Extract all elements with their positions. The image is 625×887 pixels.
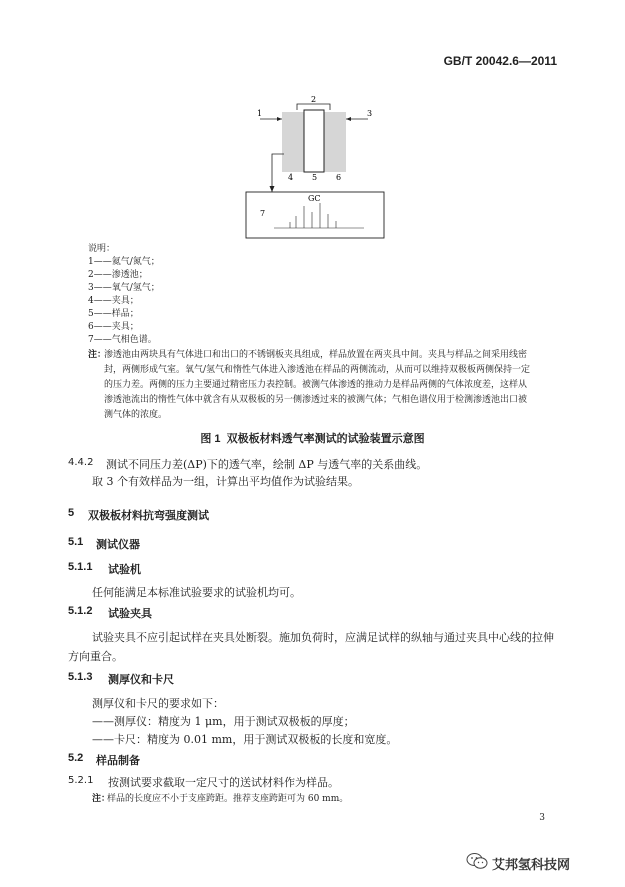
legend-item: 7——气相色谱。	[88, 335, 157, 345]
paragraph: 测厚仪和卡尺的要求如下：	[92, 697, 224, 710]
figure-note-line: 测气体的浓度。	[104, 410, 168, 420]
section-number: 5.2.1	[68, 775, 94, 786]
inlet-arrow-3	[346, 117, 351, 121]
label-gc: GC	[308, 194, 321, 203]
section-number: 5.1	[68, 536, 84, 548]
figure-note-line: 渗透池流出的惰性气体中就含有从双极板的另一侧渗透过来的被测气体；气相色谱仪用于检测渗透池出口被	[104, 395, 528, 405]
section-heading: 测试仪器	[96, 539, 140, 551]
bracket-2	[297, 104, 330, 110]
note-label: 注：	[92, 794, 111, 804]
page-number: 3	[539, 813, 545, 823]
section-heading: 试验夹具	[108, 608, 152, 620]
legend-item: 5——样品；	[88, 309, 139, 319]
list-item: ——测厚仪：精度为 1 μm，用于测试双极板的厚度；	[92, 715, 355, 728]
paragraph: 测试不同压力差(ΔP)下的透气率，绘制 ΔP 与透气率的关系曲线。	[106, 458, 428, 471]
standard-code: GB/T 20042.6—2011	[443, 54, 557, 68]
sample-plate	[304, 110, 324, 172]
label-7: 7	[260, 209, 266, 218]
paragraph: 试验夹具不应引起试样在夹具处断裂。施加负荷时，应满足试样的纵轴与通过夹具中心线的拉伸	[92, 631, 554, 644]
section-number: 4.4.2	[68, 457, 94, 468]
paragraph: 按测试要求截取一定尺寸的送试材料作为样品。	[108, 776, 339, 789]
legend-item: 6——夹具；	[88, 322, 139, 332]
legend-item: 1——氦气/氮气；	[88, 257, 160, 267]
label-2: 2	[311, 95, 317, 104]
outlet-arrow	[270, 186, 275, 192]
label-4: 4	[288, 173, 294, 182]
legend-title: 说明：	[88, 244, 116, 254]
legend-item: 2——渗透池；	[88, 270, 148, 280]
test-apparatus-diagram	[240, 92, 390, 242]
section-number: 5.1.2	[68, 605, 93, 617]
legend-item: 4——夹具；	[88, 296, 139, 306]
figure-note-label: 注：	[88, 350, 107, 360]
label-1: 1	[257, 109, 263, 118]
figure-note-line: 渗透池由两块具有气体进口和出口的不锈钢板夹具组成，样品放置在两夹具中间。夹具与样品之间采用线密	[104, 350, 528, 360]
section-heading: 试验机	[108, 564, 141, 576]
watermark	[466, 852, 570, 874]
wechat-icon	[466, 852, 488, 874]
label-6: 6	[336, 173, 342, 182]
paragraph: 任何能满足本标准试验要求的试验机均可。	[92, 586, 301, 599]
inlet-arrow-1	[277, 117, 282, 121]
section-heading: 样品制备	[96, 755, 140, 767]
label-3: 3	[367, 109, 373, 118]
list-item: ——卡尺：精度为 0.01 mm，用于测试双极板的长度和宽度。	[92, 733, 398, 746]
section-number: 5.2	[68, 752, 84, 764]
section-number: 5	[68, 507, 75, 519]
figure-note-line: 的压力差。两侧的压力主要通过精密压力表控制。被测气体渗透的推动力是样品两侧的气体浓度差，这样从	[104, 380, 528, 390]
section-number: 5.1.3	[68, 671, 93, 683]
paragraph: 方向重合。	[68, 650, 123, 663]
section-number: 5.1.1	[68, 561, 93, 573]
figure-caption: 图 1 双极板材料透气率测试的试验装置示意图	[200, 433, 425, 445]
watermark-text: 艾邦氢科技网	[492, 857, 571, 873]
paragraph: 取 3 个有效样品为一组，计算出平均值作为试验结果。	[92, 475, 359, 488]
figure-note-line: 封，两侧形成气室。氧气/氢气和惰性气体进入渗透池在样品的两侧流动，从而可以维持双极板两侧保持一定	[104, 365, 531, 375]
section-heading: 测厚仪和卡尺	[108, 674, 174, 686]
legend-item: 3——氧气/氢气；	[88, 283, 160, 293]
section-heading: 双极板材料抗弯强度测试	[88, 510, 209, 522]
note-text: 样品的长度应不小于支座跨距。推荐支座跨距可为 60 mm。	[107, 794, 349, 804]
label-5: 5	[312, 173, 318, 182]
